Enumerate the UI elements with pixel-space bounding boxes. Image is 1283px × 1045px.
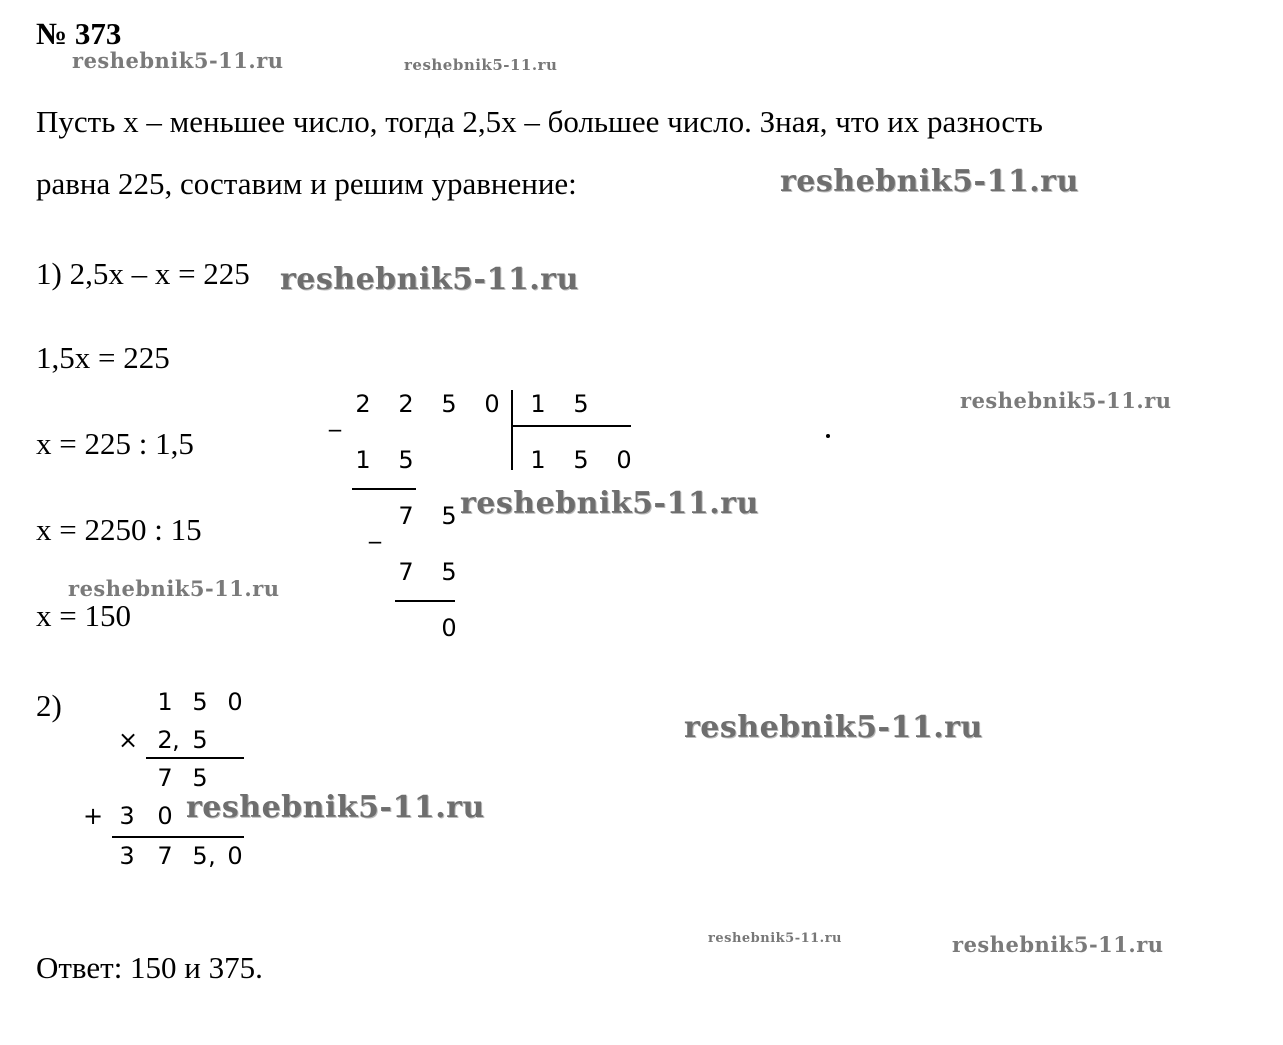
- mult-result-digit: 3: [119, 842, 135, 870]
- mult-top-digit: 5: [192, 688, 208, 716]
- mult-partial-digit: 7: [157, 764, 173, 792]
- mult-partial-digit: 3: [119, 802, 135, 830]
- mult-result-digit: 0: [227, 842, 243, 870]
- mult-result-digit: 7: [157, 842, 173, 870]
- watermark: reshebnik5-11.ru: [72, 48, 284, 73]
- division-underline: [395, 600, 455, 602]
- division-subtract-digit: 5: [441, 558, 457, 586]
- mult-decimal-comma: ,: [172, 726, 180, 754]
- division-bracket-vertical: [511, 390, 513, 470]
- plus-sign: +: [82, 802, 104, 830]
- mult-result-comma: ,: [208, 842, 216, 870]
- equation-2: 1,5х = 225: [36, 340, 170, 375]
- division-subtract-digit: 5: [398, 446, 414, 474]
- mult-partial-digit: 5: [192, 764, 208, 792]
- answer: Ответ: 150 и 375.: [36, 950, 263, 985]
- paragraph-line-1: Пусть х – меньшее число, тогда 2,5х – большее число. Зная, что их разность: [36, 104, 1043, 139]
- mult-top-digit: 1: [157, 688, 173, 716]
- mult-top-digit: 0: [227, 688, 243, 716]
- mult-partial-digit: 0: [157, 802, 173, 830]
- watermark: reshebnik5-11.ru: [780, 164, 1079, 199]
- watermark: reshebnik5-11.ru: [708, 931, 843, 946]
- division-final-remainder: 0: [441, 614, 457, 642]
- watermark: reshebnik5-11.ru: [280, 262, 579, 297]
- division-remainder-digit: 5: [441, 502, 457, 530]
- division-remainder-digit: 7: [398, 502, 414, 530]
- division-quotient-digit: 0: [616, 446, 632, 474]
- division-subtract-digit: 1: [355, 446, 371, 474]
- division-quotient-digit: 1: [530, 446, 546, 474]
- equation-3: х = 225 : 1,5: [36, 426, 194, 461]
- mult-result-digit: 5: [192, 842, 208, 870]
- division-dividend-digit: 2: [398, 390, 414, 418]
- watermark: reshebnik5-11.ru: [460, 486, 759, 521]
- equation-4: х = 2250 : 15: [36, 512, 202, 547]
- division-bracket-horizontal: [511, 425, 631, 427]
- division-underline: [352, 488, 416, 490]
- mult-underline: [146, 757, 244, 759]
- mult-underline: [112, 836, 244, 838]
- watermark: reshebnik5-11.ru: [68, 576, 280, 601]
- stray-dot: [826, 434, 830, 438]
- division-subtract-digit: 7: [398, 558, 414, 586]
- division-quotient-digit: 5: [573, 446, 589, 474]
- division-dividend-digit: 0: [484, 390, 500, 418]
- division-minus-sign: _: [329, 404, 341, 432]
- watermark: reshebnik5-11.ru: [952, 932, 1164, 957]
- mult-second-digit: 5: [192, 726, 208, 754]
- multiply-sign: ×: [117, 726, 139, 754]
- watermark: reshebnik5-11.ru: [186, 790, 485, 825]
- division-dividend-digit: 2: [355, 390, 371, 418]
- mult-second-digit: 2: [157, 726, 173, 754]
- watermark: reshebnik5-11.ru: [684, 710, 983, 745]
- division-dividend-digit: 5: [441, 390, 457, 418]
- division-divisor-digit: 1: [530, 390, 546, 418]
- step-2-label: 2): [36, 688, 62, 723]
- paragraph-line-2: равна 225, составим и решим уравнение:: [36, 166, 577, 201]
- equation-5: х = 150: [36, 598, 131, 633]
- watermark: reshebnik5-11.ru: [404, 56, 558, 74]
- problem-number: № 373: [36, 16, 122, 51]
- watermark: reshebnik5-11.ru: [960, 388, 1172, 413]
- division-minus-sign: _: [369, 516, 381, 544]
- equation-1: 1) 2,5х – х = 225: [36, 256, 250, 291]
- division-divisor-digit: 5: [573, 390, 589, 418]
